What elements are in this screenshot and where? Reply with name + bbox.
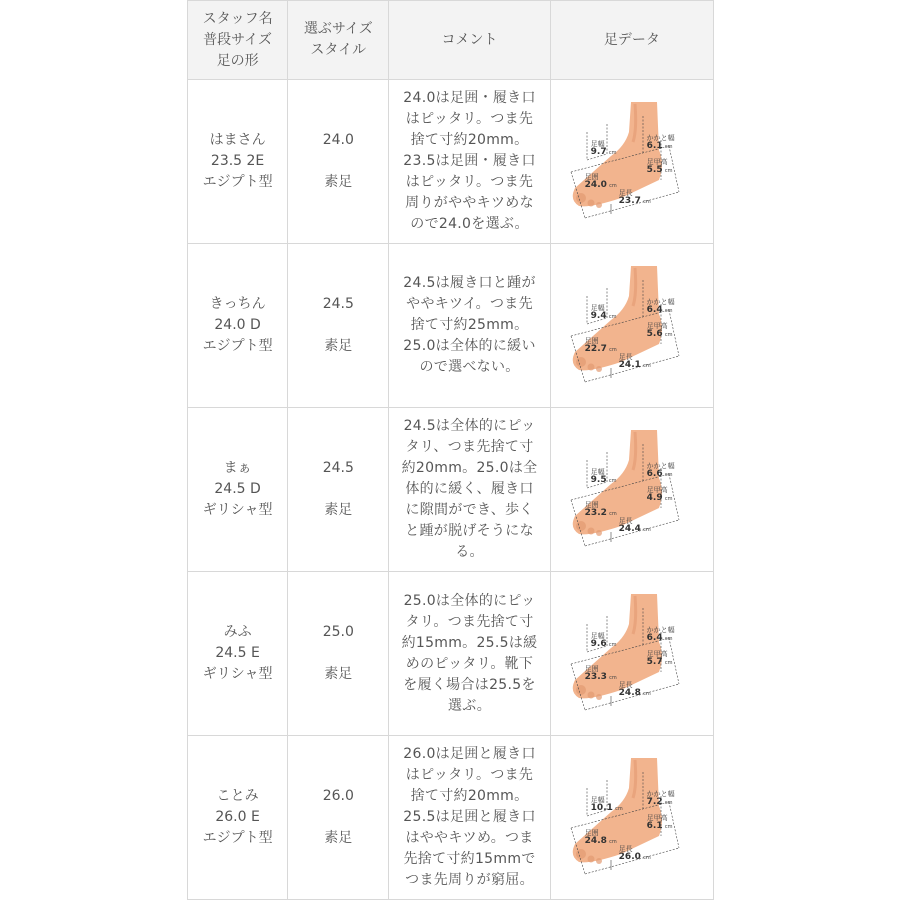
comment-line: つま先周りが窮屈。 bbox=[405, 872, 534, 888]
foot-width-label: 足幅 9.5 cm bbox=[590, 468, 617, 485]
staff-name: きっちん bbox=[209, 296, 266, 312]
chosen-cell bbox=[288, 244, 389, 408]
comment-line: 24.0は足囲・履き口 bbox=[403, 90, 536, 106]
usual-size: 26.0 E bbox=[215, 809, 260, 825]
table-row bbox=[188, 736, 714, 900]
length-label: 足長 24.1 cm bbox=[618, 353, 651, 370]
comment-cell bbox=[389, 244, 550, 408]
chosen-cell bbox=[288, 572, 389, 736]
size-comparison-table bbox=[187, 0, 714, 900]
chosen-cell bbox=[288, 408, 389, 572]
chosen-size: 25.0 bbox=[322, 624, 354, 640]
header-chosen-line: スタイル bbox=[310, 42, 367, 58]
table-row bbox=[188, 408, 714, 572]
comment-line: ので24.0を選ぶ。 bbox=[410, 216, 529, 232]
comment-line: はピッタリ。つま先 bbox=[405, 767, 534, 783]
comment-line: 捨て寸約25mm。 bbox=[410, 317, 529, 333]
heel-width-label: かかと幅 7.2 cm bbox=[646, 790, 675, 807]
comment-cell bbox=[389, 736, 550, 900]
comment-cell bbox=[389, 572, 550, 736]
comment-line: 周りがややキツめな bbox=[405, 195, 534, 211]
girth-label: 足囲 23.3 cm bbox=[584, 665, 617, 682]
length-label: 足長 26.0 cm bbox=[618, 845, 651, 862]
comment-line: 25.5は足囲と履き口 bbox=[403, 809, 536, 825]
table-row bbox=[188, 572, 714, 736]
foot-shape: エジプト型 bbox=[202, 338, 273, 354]
wear-style: 素足 bbox=[324, 502, 353, 518]
heel-width-label: かかと幅 6.6 cm bbox=[646, 462, 675, 479]
girth-label: 足囲 23.2 cm bbox=[584, 501, 617, 518]
foot-shape: エジプト型 bbox=[202, 174, 273, 190]
staff-name: まぁ bbox=[223, 460, 252, 476]
staff-cell bbox=[188, 736, 288, 900]
chosen-size: 24.5 bbox=[322, 460, 354, 476]
girth-label: 足囲 24.0 cm bbox=[584, 173, 617, 190]
instep-height-label: 足甲高 5.5 cm bbox=[646, 158, 673, 175]
chosen-size: 24.5 bbox=[322, 296, 354, 312]
foot-width-label: 足幅 10.1 cm bbox=[590, 796, 623, 813]
header-staff-line: 普段サイズ bbox=[203, 31, 273, 48]
comment-line: 24.5は全体的にピッ bbox=[403, 418, 536, 434]
foot-diagram bbox=[551, 244, 714, 407]
comment-line: めのピッタリ。靴下 bbox=[405, 655, 534, 672]
comment-line: 体的に緩く、履き口 bbox=[405, 481, 534, 497]
wear-style: 素足 bbox=[324, 830, 353, 846]
comment-line: 先捨て寸約15mmで bbox=[403, 851, 536, 867]
girth-label: 足囲 24.8 cm bbox=[584, 829, 617, 846]
usual-size: 24.5 D bbox=[214, 481, 261, 497]
comment-line: 26.0は足囲と履き口 bbox=[403, 746, 536, 762]
foot-shape: ギリシャ型 bbox=[202, 502, 273, 518]
comment-line: 24.5は履き口と踵が bbox=[403, 275, 536, 291]
header-chosen bbox=[288, 1, 389, 80]
comment-cell bbox=[389, 408, 550, 572]
instep-height-label: 足甲高 5.7 cm bbox=[646, 650, 673, 667]
foot-shape: エジプト型 bbox=[202, 830, 273, 846]
foot-shape: ギリシャ型 bbox=[202, 666, 273, 682]
usual-size: 24.5 E bbox=[215, 645, 260, 661]
comment-line: 捨て寸約20mm。 bbox=[410, 788, 529, 804]
usual-size: 23.5 2E bbox=[210, 153, 265, 169]
comment-line: はややキツめ。つま bbox=[405, 830, 534, 846]
comment-line: ので選べない。 bbox=[419, 359, 520, 375]
comment-line: はピッタリ。つま先 bbox=[405, 111, 534, 127]
table-row bbox=[188, 244, 714, 408]
comment-line: ややキツイ。つま先 bbox=[406, 296, 533, 312]
foot-illustration bbox=[551, 80, 714, 243]
heel-width-label: かかと幅 6.4 cm bbox=[646, 298, 675, 315]
header-chosen-line: 選ぶサイズ bbox=[303, 21, 373, 37]
comment-line: タリ、つま先捨て寸 bbox=[405, 439, 534, 455]
foot-diagram bbox=[551, 572, 714, 735]
staff-name: みふ bbox=[223, 624, 252, 640]
chosen-size: 26.0 bbox=[322, 788, 354, 804]
usual-size: 24.0 D bbox=[214, 317, 261, 333]
length-label: 足長 24.4 cm bbox=[618, 517, 651, 534]
heel-width-label: かかと幅 6.1 cm bbox=[646, 134, 675, 151]
foot-data-cell bbox=[550, 244, 713, 408]
staff-cell bbox=[188, 572, 288, 736]
wear-style: 素足 bbox=[324, 338, 353, 354]
comment-line: はピッタリ。つま先 bbox=[405, 174, 534, 190]
heel-width-label: かかと幅 6.4 cm bbox=[646, 626, 675, 643]
comment-cell bbox=[389, 80, 550, 244]
foot-width-label: 足幅 9.4 cm bbox=[590, 304, 617, 321]
foot-diagram bbox=[551, 80, 714, 243]
girth-label: 足囲 22.7 cm bbox=[584, 337, 617, 354]
header-staff-line: 足の形 bbox=[216, 52, 259, 69]
foot-illustration bbox=[551, 408, 714, 571]
header-staff-line: スタッフ名 bbox=[202, 10, 273, 27]
staff-cell bbox=[188, 244, 288, 408]
foot-illustration bbox=[551, 244, 714, 407]
length-label: 足長 24.8 cm bbox=[618, 681, 651, 698]
header-row bbox=[188, 1, 714, 80]
instep-height-label: 足甲高 5.6 cm bbox=[646, 322, 673, 339]
instep-height-label: 足甲高 4.9 cm bbox=[646, 486, 673, 503]
wear-style: 素足 bbox=[324, 666, 353, 682]
staff-name: ことみ bbox=[216, 788, 259, 804]
foot-data-cell bbox=[550, 736, 713, 900]
instep-height-label: 足甲高 6.1 cm bbox=[646, 814, 673, 831]
foot-illustration bbox=[551, 736, 714, 899]
foot-illustration bbox=[551, 572, 714, 735]
comment-line: 約15mm。25.5は緩 bbox=[401, 634, 538, 651]
comment-line: る。 bbox=[455, 544, 484, 560]
chosen-size: 24.0 bbox=[322, 132, 354, 148]
foot-width-label: 足幅 9.6 cm bbox=[590, 632, 617, 649]
comment-line: 23.5は足囲・履き口 bbox=[403, 153, 536, 169]
foot-width-label: 足幅 9.7 cm bbox=[590, 140, 617, 157]
comment-line: に隙間ができ、歩く bbox=[405, 502, 534, 518]
comment-line: 選ぶ。 bbox=[447, 697, 492, 714]
comment-line: 捨て寸約20mm。 bbox=[410, 132, 529, 148]
comment-line: タリ。つま先捨て寸 bbox=[405, 613, 534, 630]
staff-cell bbox=[188, 80, 288, 244]
header-staff bbox=[188, 1, 288, 80]
wear-style: 素足 bbox=[324, 174, 353, 190]
foot-data-cell bbox=[550, 80, 713, 244]
comment-line: 25.0は全体的にピッ bbox=[403, 592, 536, 609]
chosen-cell bbox=[288, 736, 389, 900]
header-comment: コメント bbox=[389, 1, 550, 80]
header-foot: 足データ bbox=[550, 1, 713, 80]
chosen-cell bbox=[288, 80, 389, 244]
foot-data-cell bbox=[550, 572, 713, 736]
comment-line: と踵が脱げそうにな bbox=[405, 523, 534, 539]
foot-data-cell bbox=[550, 408, 713, 572]
foot-diagram bbox=[551, 736, 714, 899]
comment-line: 25.0は全体的に緩い bbox=[403, 338, 536, 354]
comment-line: を履く場合は25.5を bbox=[403, 676, 536, 693]
staff-name: はまさん bbox=[209, 132, 266, 148]
table-row bbox=[188, 80, 714, 244]
length-label: 足長 23.7 cm bbox=[618, 189, 651, 206]
foot-diagram bbox=[551, 408, 714, 571]
comment-line: 約20mm。25.0は全 bbox=[401, 460, 538, 476]
staff-cell bbox=[188, 408, 288, 572]
